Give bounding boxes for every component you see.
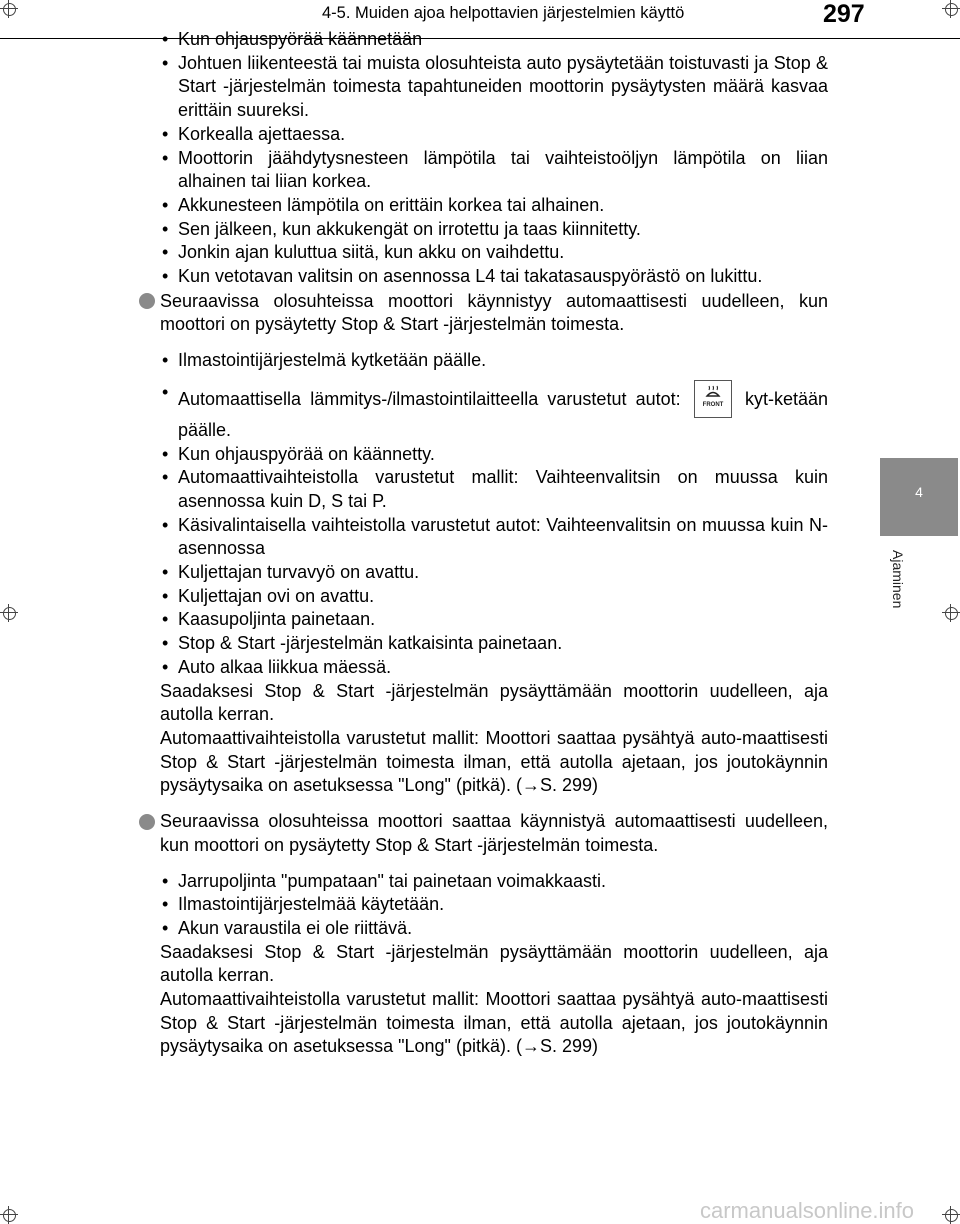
paragraph: Saadaksesi Stop & Start -järjestelmän pysäyttämään moottorin uudelleen, aja autolla kerran.: [160, 941, 828, 986]
list-item: • Ilmastointijärjestelmä kytketään päälle.: [160, 349, 828, 373]
list-item: • Kun vetotavan valitsin on asennossa L4 tai takatasauspyörästö on lukittu.: [160, 265, 828, 289]
header-title: 4-5. Muiden ajoa helpottavien järjestelmien käyttö: [322, 4, 685, 22]
list-item: • Johtuen liikenteestä tai muista olosuhteista auto pysäytetään toistuvasti ja Stop & Start -järjestelmän toimesta tapahtuneiden moottorin pysäytysten määrä kasvaa erittäin suureksi.: [160, 52, 828, 123]
list-item: • Kuljettajan ovi on avattu.: [160, 585, 828, 609]
list-item: [160, 381, 828, 443]
list-item: • Korkealla ajettaessa.: [160, 123, 828, 147]
crop-mark-icon: [0, 0, 18, 18]
section-intro-text: Seuraavissa olosuhteissa moottori käynnistyy automaattisesti uudelleen, kun moottori on pysäytetty Stop & Start -järjestelmän toimesta.: [160, 290, 828, 335]
list-item: • Akkunesteen lämpötila on erittäin korkea tai alhainen.: [160, 194, 828, 218]
watermark: carmanualsonline.info: [700, 1198, 915, 1223]
section-circle-icon: [139, 293, 155, 309]
list-item-text: kyt-ketään päälle.: [178, 388, 828, 440]
list-item: • Kaasupoljinta painetaan.: [160, 608, 828, 632]
front-icon-label: FRONT: [702, 401, 724, 408]
list-item: • Kun ohjauspyörää käännetään: [160, 28, 828, 52]
list-item: • Akun varaustila ei ole riittävä.: [160, 917, 828, 941]
front-defroster-icon: [694, 380, 732, 418]
list-item: • Kuljettajan turvavyö on avattu.: [160, 561, 828, 585]
chapter-label-text: Ajaminen: [890, 550, 906, 609]
list-item: • Ilmastointijärjestelmää käytetään.: [160, 893, 828, 917]
chapter-tab: [880, 458, 958, 536]
paragraph: Saadaksesi Stop & Start -järjestelmän pysäyttämään moottorin uudelleen, aja autolla kerran.: [160, 680, 828, 725]
crop-mark-icon: [942, 604, 960, 622]
list-item: • Automaattivaihteistolla varustetut mallit: Vaihteenvalitsin on muussa kuin asennossa kuin D, S tai P.: [160, 466, 828, 513]
list-item: • Auto alkaa liikkua mäessä.: [160, 656, 828, 680]
list-item: • Sen jälkeen, kun akkukengät on irrotettu ja taas kiinnitetty.: [160, 218, 828, 242]
section-intro: [160, 810, 828, 857]
section-circle-icon: [139, 814, 155, 830]
chapter-number: 4: [915, 484, 923, 500]
list-item: • Jarrupoljinta "pumpataan" tai painetaan voimakkaasti.: [160, 870, 828, 894]
list-item: • Stop & Start -järjestelmän katkaisinta painetaan.: [160, 632, 828, 656]
paragraph: Automaattivaihteistolla varustetut mallit: Moottori saattaa pysähtyä auto-maattisesti Stop & Start -järjestelmän toimesta ilman, että autolla ajetaan, jos joutokäynnin pysäytysaika on asetuksessa "Long" (pitkä). (→S. 299): [160, 989, 828, 1057]
chapter-label: [884, 550, 906, 634]
list-item: • Käsivalintaisella vaihteistolla varustetut autot: Vaihteenvalitsin on muussa kuin N-asennossa: [160, 514, 828, 561]
list-item-text: Automaattisella lämmitys-/ilmastointilaitteella varustetut autot:: [178, 388, 681, 409]
section-intro-text: Seuraavissa olosuhteissa moottori saattaa käynnistyä automaattisesti uudelleen, kun moottori on pysäytetty Stop & Start -järjestelmän toimesta.: [160, 811, 828, 855]
page-content: [160, 28, 828, 1059]
section-intro: [160, 290, 828, 337]
list-item: • Jonkin ajan kuluttua siitä, kun akku on vaihdettu.: [160, 241, 828, 265]
list-item: • Kun ohjauspyörää on käännetty.: [160, 443, 828, 467]
crop-mark-icon: [0, 1206, 18, 1224]
crop-mark-icon: [942, 0, 960, 18]
paragraph: Automaattivaihteistolla varustetut mallit: Moottori saattaa pysähtyä auto-maattisesti Stop & Start -järjestelmän toimesta ilman, että autolla ajetaan, jos joutokäynnin pysäytysaika on asetuksessa "Long" (pitkä). (→S. 299): [160, 727, 828, 796]
list-item: • Moottorin jäähdytysnesteen lämpötila tai vaihteistoöljyn lämpötila on liian alhainen tai liian korkea.: [160, 147, 828, 194]
crop-mark-icon: [0, 604, 18, 622]
page-number: 297: [823, 0, 865, 28]
crop-mark-icon: [942, 1206, 960, 1224]
